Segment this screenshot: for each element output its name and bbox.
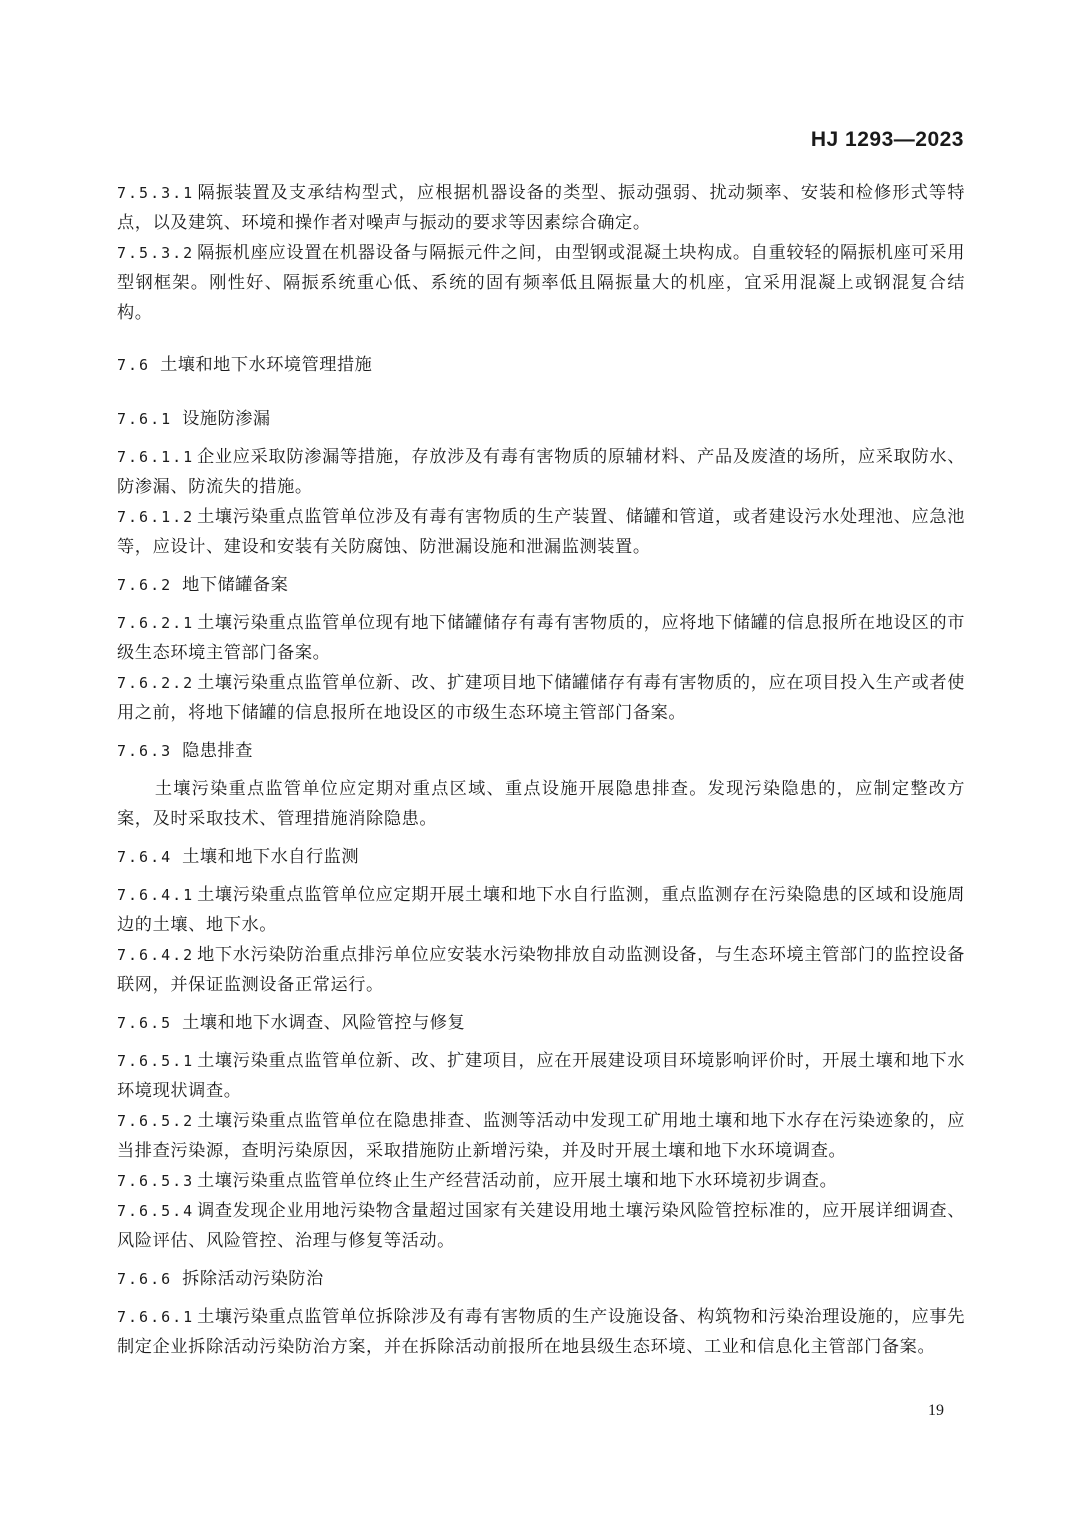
clause-paragraph [117,774,965,834]
clause-number: 7.6.4.1 [117,886,195,904]
clause-number: 7.5.3.2 [117,244,195,262]
document-body [117,178,965,1362]
section-heading [117,1008,965,1038]
clause-paragraph [117,668,965,728]
section-heading [117,570,965,600]
clause-number: 7.6 [117,356,151,374]
clause-text: 土壤污染重点监管单位在隐患排查、监测等活动中发现工矿用地土壤和地下水存在污染迹象的，应当排查污染源，查明污染原因，采取措施防止新增污染，并及时开展土壤和地下水环境调查。 [117,1111,965,1161]
page-number: 19 [928,1402,944,1419]
clause-number: 7.6.1.1 [117,448,195,466]
standard-number: HJ 1293—2023 [810,128,964,151]
clause-paragraph [117,442,965,502]
clause-number: 7.6.1 [117,410,173,428]
clause-number: 7.6.2.2 [117,674,195,692]
clause-paragraph [117,1046,965,1106]
clause-text: 土壤污染重点监管单位拆除涉及有毒有害物质的生产设施设备、构筑物和污染治理设施的，应事先制定企业拆除活动污染防治方案，并在拆除活动前报所在地县级生态环境、工业和信息化主管部门备案。 [117,1307,965,1357]
clause-paragraph [117,1302,965,1362]
clause-number: 7.6.2 [117,576,173,594]
clause-text: 调查发现企业用地污染物含量超过国家有关建设用地土壤污染风险管控标准的，应开展详细调查、风险评估、风险管控、治理与修复等活动。 [117,1201,965,1251]
clause-text: 地下水污染防治重点排污单位应安装水污染物排放自动监测设备，与生态环境主管部门的监控设备联网，并保证监测设备正常运行。 [117,945,965,995]
clause-text: 隐患排查 [182,741,253,761]
clause-number: 7.6.3 [117,742,173,760]
clause-paragraph [117,502,965,562]
clause-paragraph [117,238,965,328]
clause-text: 拆除活动污染防治 [182,1269,324,1289]
clause-text: 土壤污染重点监管单位现有地下储罐储存有毒有害物质的，应将地下储罐的信息报所在地设区的市级生态环境主管部门备案。 [117,613,965,663]
clause-paragraph [117,1196,965,1256]
section-heading [117,404,965,434]
clause-paragraph [117,940,965,1000]
clause-text: 土壤污染重点监管单位新、改、扩建项目，应在开展建设项目环境影响评价时，开展土壤和地下水环境现状调查。 [117,1051,965,1101]
section-heading [117,842,965,872]
clause-number: 7.6.5.1 [117,1052,195,1070]
clause-text: 隔振机座应设置在机器设备与隔振元件之间，由型钢或混凝土块构成。自重较轻的隔振机座可采用型钢框架。刚性好、隔振系统重心低、系统的固有频率低且隔振量大的机座，宜采用混凝上或钢混复合结构。 [117,243,965,323]
clause-text: 土壤和地下水调查、风险管控与修复 [182,1013,466,1033]
clause-paragraph [117,1106,965,1166]
clause-number: 7.6.1.2 [117,508,195,526]
clause-number: 7.6.5 [117,1014,173,1032]
clause-number: 7.6.5.3 [117,1172,195,1190]
clause-text: 土壤和地下水环境管理措施 [160,355,373,375]
clause-text: 土壤污染重点监管单位应定期对重点区域、重点设施开展隐患排查。发现污染隐患的，应制定整改方案，及时采取技术、管理措施消除隐患。 [117,779,965,829]
clause-paragraph [117,880,965,940]
clause-text: 地下储罐备案 [182,575,289,595]
clause-text: 土壤污染重点监管单位新、改、扩建项目地下储罐储存有毒有害物质的，应在项目投入生产或者使用之前，将地下储罐的信息报所在地设区的市级生态环境主管部门备案。 [117,673,965,723]
clause-text: 设施防渗漏 [182,409,271,429]
clause-number: 7.6.6 [117,1270,173,1288]
clause-number: 7.6.4.2 [117,946,195,964]
clause-text: 土壤污染重点监管单位应定期开展土壤和地下水自行监测，重点监测存在污染隐患的区域和设施周边的土壤、地下水。 [117,885,965,935]
clause-text: 土壤污染重点监管单位终止生产经营活动前，应开展土壤和地下水环境初步调查。 [197,1171,838,1191]
clause-paragraph [117,608,965,668]
clause-text: 企业应采取防渗漏等措施，存放涉及有毒有害物质的原辅材料、产品及废渣的场所，应采取防水、防渗漏、防流失的措施。 [117,447,965,497]
clause-text: 土壤和地下水自行监测 [182,847,360,867]
clause-number: 7.5.3.1 [117,184,195,202]
section-heading [117,350,965,380]
clause-paragraph [117,178,965,238]
clause-number: 7.6.2.1 [117,614,195,632]
clause-number: 7.6.5.2 [117,1112,195,1130]
section-heading [117,736,965,766]
clause-number: 7.6.5.4 [117,1202,195,1220]
clause-text: 隔振装置及支承结构型式，应根据机器设备的类型、振动强弱、扰动频率、安装和检修形式等特点，以及建筑、环境和操作者对噪声与振动的要求等因素综合确定。 [117,183,965,233]
clause-number: 7.6.6.1 [117,1308,195,1326]
clause-number: 7.6.4 [117,848,173,866]
clause-text: 土壤污染重点监管单位涉及有毒有害物质的生产装置、储罐和管道，或者建设污水处理池、应急池等，应设计、建设和安装有关防腐蚀、防泄漏设施和泄漏监测装置。 [117,507,965,557]
clause-paragraph [117,1166,965,1196]
section-heading [117,1264,965,1294]
